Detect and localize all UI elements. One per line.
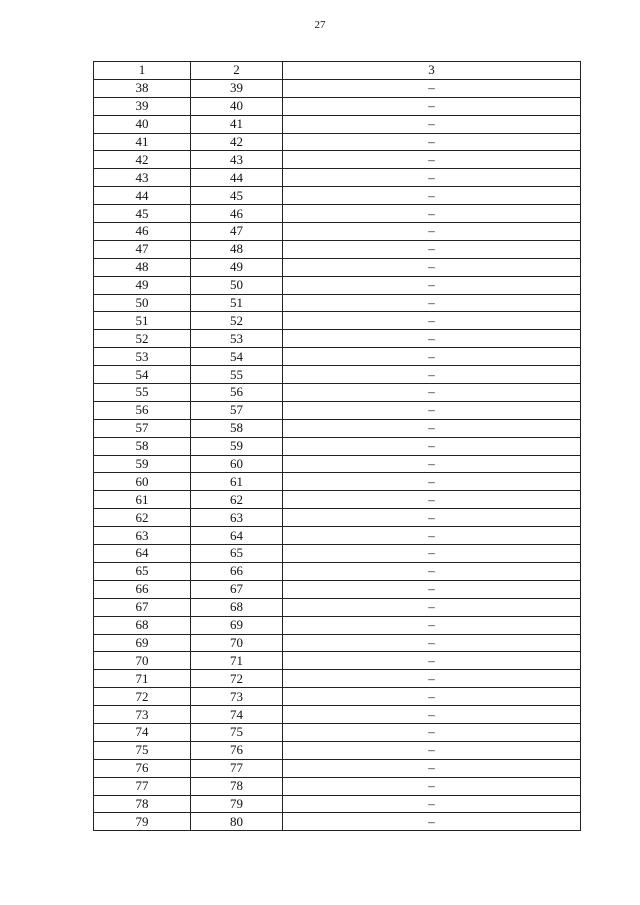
table-cell-col1: 77 xyxy=(94,777,191,795)
table-cell-col3: – xyxy=(283,741,581,759)
table-row xyxy=(94,401,581,419)
table-cell-col1: 44 xyxy=(94,187,191,205)
table-row xyxy=(94,366,581,384)
table-row xyxy=(94,509,581,527)
table-cell-col1: 63 xyxy=(94,527,191,545)
column-header-2: 2 xyxy=(191,62,283,80)
page-number: 27 xyxy=(314,19,326,31)
table-cell-col3: – xyxy=(283,133,581,151)
table-cell-col2: 76 xyxy=(191,741,283,759)
table-cell-col1: 76 xyxy=(94,759,191,777)
table-cell-col1: 72 xyxy=(94,688,191,706)
table-row xyxy=(94,580,581,598)
table-cell-col1: 52 xyxy=(94,330,191,348)
table-cell-col3: – xyxy=(283,634,581,652)
table-row xyxy=(94,706,581,724)
table-cell-col1: 42 xyxy=(94,151,191,169)
table-cell-col3: – xyxy=(283,384,581,402)
table-cell-col3: – xyxy=(283,527,581,545)
table-cell-col1: 53 xyxy=(94,348,191,366)
table-cell-col3: – xyxy=(283,491,581,509)
table-row xyxy=(94,759,581,777)
table-row xyxy=(94,670,581,688)
table-cell-col2: 60 xyxy=(191,455,283,473)
table-row xyxy=(94,777,581,795)
table-cell-col1: 73 xyxy=(94,706,191,724)
table-cell-col1: 47 xyxy=(94,240,191,258)
table-row xyxy=(94,616,581,634)
table-cell-col2: 77 xyxy=(191,759,283,777)
data-table xyxy=(93,61,581,831)
table-cell-col1: 41 xyxy=(94,133,191,151)
table-row xyxy=(94,473,581,491)
table-cell-col1: 61 xyxy=(94,491,191,509)
table-cell-col3: – xyxy=(283,723,581,741)
table-cell-col3: – xyxy=(283,276,581,294)
table-cell-col2: 42 xyxy=(191,133,283,151)
table-cell-col1: 48 xyxy=(94,258,191,276)
table-cell-col3: – xyxy=(283,509,581,527)
table-cell-col3: – xyxy=(283,580,581,598)
table-cell-col2: 48 xyxy=(191,240,283,258)
table-cell-col1: 59 xyxy=(94,455,191,473)
table-cell-col2: 63 xyxy=(191,509,283,527)
table-cell-col3: – xyxy=(283,294,581,312)
table-cell-col1: 66 xyxy=(94,580,191,598)
table-cell-col3: – xyxy=(283,419,581,437)
table-cell-col3: – xyxy=(283,169,581,187)
header-row xyxy=(94,62,581,80)
table-cell-col2: 49 xyxy=(191,258,283,276)
table-cell-col1: 58 xyxy=(94,437,191,455)
table-cell-col2: 39 xyxy=(191,79,283,97)
table-cell-col2: 40 xyxy=(191,97,283,115)
table-cell-col2: 45 xyxy=(191,187,283,205)
table-cell-col2: 57 xyxy=(191,401,283,419)
table-cell-col2: 67 xyxy=(191,580,283,598)
table-row xyxy=(94,348,581,366)
table-cell-col3: – xyxy=(283,813,581,831)
table-cell-col2: 70 xyxy=(191,634,283,652)
table-row xyxy=(94,97,581,115)
table-cell-col2: 72 xyxy=(191,670,283,688)
table-body xyxy=(94,79,581,830)
table-cell-col3: – xyxy=(283,795,581,813)
table-cell-col2: 46 xyxy=(191,205,283,223)
table-row xyxy=(94,455,581,473)
table-cell-col1: 62 xyxy=(94,509,191,527)
table-row xyxy=(94,652,581,670)
table-row xyxy=(94,151,581,169)
table-row xyxy=(94,688,581,706)
table-cell-col2: 56 xyxy=(191,384,283,402)
table-cell-col2: 61 xyxy=(191,473,283,491)
table-header xyxy=(94,62,581,80)
table-cell-col1: 39 xyxy=(94,97,191,115)
table-cell-col1: 79 xyxy=(94,813,191,831)
table-cell-col2: 50 xyxy=(191,276,283,294)
table-cell-col2: 65 xyxy=(191,545,283,563)
table-cell-col3: – xyxy=(283,616,581,634)
table-cell-col1: 43 xyxy=(94,169,191,187)
table-cell-col2: 52 xyxy=(191,312,283,330)
table-row xyxy=(94,133,581,151)
table-row xyxy=(94,330,581,348)
column-header-3: 3 xyxy=(283,62,581,80)
table-cell-col3: – xyxy=(283,240,581,258)
table-row xyxy=(94,384,581,402)
table-row xyxy=(94,187,581,205)
table-cell-col3: – xyxy=(283,258,581,276)
table-cell-col2: 53 xyxy=(191,330,283,348)
table-cell-col2: 75 xyxy=(191,723,283,741)
table-cell-col3: – xyxy=(283,348,581,366)
table-row xyxy=(94,527,581,545)
table-cell-col2: 74 xyxy=(191,706,283,724)
table-row xyxy=(94,276,581,294)
table-cell-col2: 62 xyxy=(191,491,283,509)
table-cell-col3: – xyxy=(283,670,581,688)
table-cell-col3: – xyxy=(283,151,581,169)
table-cell-col2: 44 xyxy=(191,169,283,187)
table-cell-col1: 50 xyxy=(94,294,191,312)
table-cell-col1: 75 xyxy=(94,741,191,759)
table-cell-col3: – xyxy=(283,777,581,795)
table-cell-col3: – xyxy=(283,115,581,133)
table-cell-col2: 51 xyxy=(191,294,283,312)
table-row xyxy=(94,79,581,97)
table-cell-col2: 54 xyxy=(191,348,283,366)
table-cell-col2: 71 xyxy=(191,652,283,670)
table-row xyxy=(94,795,581,813)
table-cell-col1: 38 xyxy=(94,79,191,97)
table-cell-col1: 49 xyxy=(94,276,191,294)
table-cell-col1: 68 xyxy=(94,616,191,634)
table-cell-col1: 74 xyxy=(94,723,191,741)
table-cell-col2: 64 xyxy=(191,527,283,545)
table-row xyxy=(94,294,581,312)
table-row xyxy=(94,258,581,276)
table-cell-col1: 60 xyxy=(94,473,191,491)
table-cell-col3: – xyxy=(283,455,581,473)
table-row xyxy=(94,419,581,437)
table-cell-col1: 70 xyxy=(94,652,191,670)
table-row xyxy=(94,169,581,187)
table-cell-col3: – xyxy=(283,473,581,491)
table-cell-col1: 55 xyxy=(94,384,191,402)
table-cell-col3: – xyxy=(283,312,581,330)
table-cell-col1: 78 xyxy=(94,795,191,813)
table-cell-col3: – xyxy=(283,97,581,115)
table-row xyxy=(94,205,581,223)
table-row xyxy=(94,312,581,330)
table-row xyxy=(94,115,581,133)
table-cell-col2: 69 xyxy=(191,616,283,634)
table-cell-col3: – xyxy=(283,652,581,670)
table-cell-col3: – xyxy=(283,706,581,724)
table-cell-col1: 69 xyxy=(94,634,191,652)
table-row xyxy=(94,634,581,652)
table-cell-col2: 80 xyxy=(191,813,283,831)
table-cell-col2: 58 xyxy=(191,419,283,437)
table-cell-col1: 45 xyxy=(94,205,191,223)
table-cell-col1: 51 xyxy=(94,312,191,330)
table-cell-col3: – xyxy=(283,437,581,455)
table-cell-col3: – xyxy=(283,759,581,777)
table-cell-col1: 57 xyxy=(94,419,191,437)
table-row xyxy=(94,437,581,455)
table-cell-col1: 40 xyxy=(94,115,191,133)
table-cell-col3: – xyxy=(283,366,581,384)
table-cell-col3: – xyxy=(283,401,581,419)
table-cell-col1: 46 xyxy=(94,223,191,241)
table-cell-col3: – xyxy=(283,205,581,223)
table-cell-col2: 79 xyxy=(191,795,283,813)
table-cell-col2: 78 xyxy=(191,777,283,795)
table-cell-col3: – xyxy=(283,223,581,241)
table-cell-col3: – xyxy=(283,562,581,580)
table-row xyxy=(94,491,581,509)
table-row xyxy=(94,545,581,563)
table-cell-col2: 73 xyxy=(191,688,283,706)
table-cell-col2: 59 xyxy=(191,437,283,455)
table-cell-col2: 55 xyxy=(191,366,283,384)
table-cell-col2: 68 xyxy=(191,598,283,616)
table-cell-col1: 67 xyxy=(94,598,191,616)
table-row xyxy=(94,598,581,616)
table-cell-col1: 54 xyxy=(94,366,191,384)
table-cell-col3: – xyxy=(283,330,581,348)
table-cell-col1: 64 xyxy=(94,545,191,563)
table-row xyxy=(94,562,581,580)
table-cell-col2: 43 xyxy=(191,151,283,169)
table-cell-col3: – xyxy=(283,545,581,563)
table-cell-col3: – xyxy=(283,598,581,616)
table-cell-col3: – xyxy=(283,688,581,706)
table-cell-col2: 66 xyxy=(191,562,283,580)
table-row xyxy=(94,741,581,759)
table-cell-col1: 56 xyxy=(94,401,191,419)
column-header-1: 1 xyxy=(94,62,191,80)
table-cell-col3: – xyxy=(283,79,581,97)
table-row xyxy=(94,223,581,241)
table-cell-col2: 41 xyxy=(191,115,283,133)
table-cell-col1: 65 xyxy=(94,562,191,580)
table-cell-col2: 47 xyxy=(191,223,283,241)
table-row xyxy=(94,240,581,258)
table-row xyxy=(94,813,581,831)
table-cell-col3: – xyxy=(283,187,581,205)
table-cell-col1: 71 xyxy=(94,670,191,688)
table-row xyxy=(94,723,581,741)
